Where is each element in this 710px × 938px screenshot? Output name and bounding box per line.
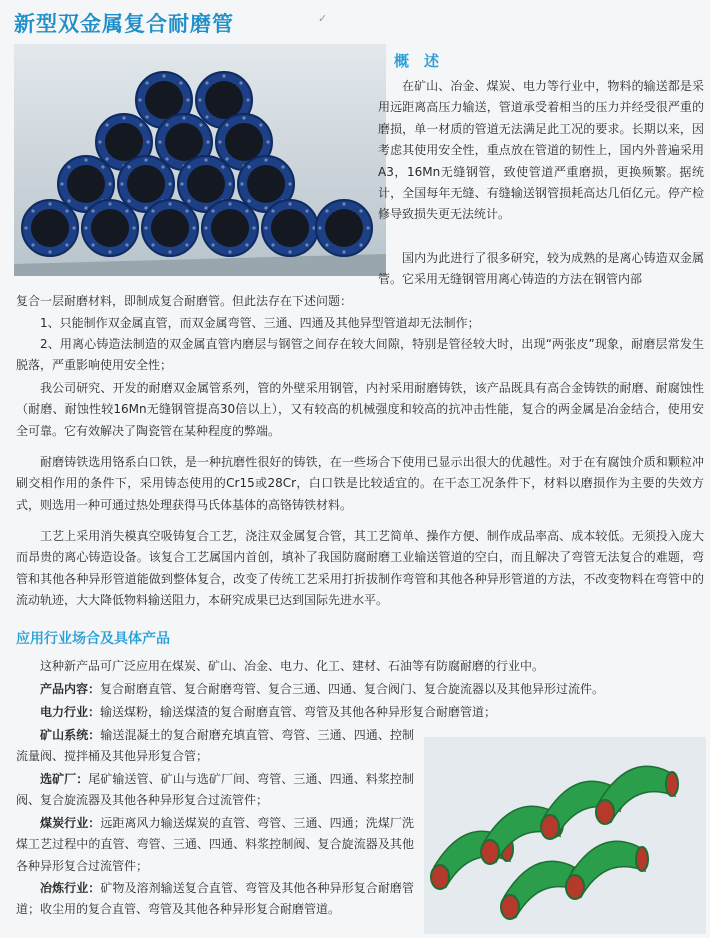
overview-heading: 概 述 [394,52,440,70]
application-item-products [16,679,704,700]
item-label: 选矿厂： [40,772,89,786]
overview-paragraph-5: 工艺上采用消失模真空吸铸复合工艺，浇注双金属复合管，其工艺简单、操作方便、制作成品率高、成本较低。无须投入庞大而昂贵的离心铸造设备。该复合工艺属国内首创，填补了我国防腐耐磨工业输送管道的空白，而且解决了弯管无法复合的难题，弯管和其他各种异形管道能做到整体复合，改变了传统工艺采用打折拔制作弯管和其他各种异形管道的方法，不改变物料在弯管中的流动轨迹，大大降低物料输送阻力，本研究成果已达到国际先进水平。 [16,529,704,608]
overview-paragraph-1: 在矿山、冶金、煤炭、电力等行业中，物料的输送都是采用远距离高压力输送，管道承受着相当的压力并经受很严重的磨损，单一材质的管道无法满足此工况的要求。长期以来，因考虑其使用安全性，重点放在管道的韧性上，国内外普遍采用A3，16Mn无缝钢管，致使管道严重磨损，更换频繁。据统计，全国每年无缝、有缝输送钢管损耗高达几佰亿元。停产检修导致损失更无法统计。 [378,79,704,222]
application-item-mining [16,725,414,768]
overview-paragraph-2b: 复合一层耐磨材料，即制成复合耐磨管。但此法存在下述问题： [16,294,353,308]
item-label: 煤炭行业： [40,816,101,830]
application-intro: 这种新产品可广泛应用在煤炭、矿山、冶金、电力、化工、建材、石油等有防腐耐磨的行业中。 [40,659,545,673]
pipe-end [82,200,138,256]
overview-paragraph-2a: 国内为此进行了很多研究，较为成熟的是离心铸造双金属管。它采用无缝钢管用离心铸造的方法在钢管内部 [378,251,704,287]
pipe-stack-photo [14,44,386,276]
problem-item-1: 1、只能制作双金属直管，而双金属弯管、三通、四通及其他异型管道却无法制作； [40,316,480,330]
item-text: 尾矿输送管、矿山与选矿厂间、弯管、三通、四通、料浆控制阀、复合旋流器及其他各种异形复合过流管件； [16,772,414,808]
application-heading: 应用行业场合及具体产品 [16,631,170,647]
item-text: 输送煤粉，输送煤渣的复合耐磨直管、弯管及其他各种异形复合耐磨管道； [100,705,497,719]
overview-paragraph-3: 我公司研究、开发的耐磨双金属管系列，管的外壁采用钢管，内衬采用耐磨铸铁，该产品既具有高合金铸铁的耐磨、耐腐蚀性（耐磨、耐蚀性较16Mn无缝钢管提高30倍以上），又有较高的机械强度和较高的抗冲击性能，复合的两金属是冶金结合，使用安全可靠。它有效解决了陶瓷管在某种程度的弊端。 [16,381,704,438]
item-text: 远距离风力输送煤炭的直管、弯管、三通、四通；洗煤厂洗煤工艺过程中的直管、弯管、三通、四通、料浆控制阀、复合旋流器及其他各种异形复合过流管件； [16,816,414,873]
pipe-end [262,200,318,256]
item-text: 矿物及溶剂输送复合直管、弯管及其他各种异形复合耐磨管道；收尘用的复合直管、弯管及其他各种异形复合耐磨管道。 [16,881,414,917]
application-item-power [16,702,704,723]
overview-paragraph-4: 耐磨铸铁选用铬系白口铁，是一种抗磨性很好的铸铁，在一些场合下使用已显示出很大的优越性。对于在有腐蚀介质和颗粒冲刷交相作用的条件下，采用铸态使用的Cr15或28Cr，白口铁是比较适宜的。在干态工况条件下，材料以磨损作为主要的失效方式，则选用一种可通过热处理获得马氏体基体的高铬铸铁材料。 [16,455,704,512]
item-label: 产品内容： [40,682,101,696]
application-item-coal [16,813,414,877]
title-mark-icon: ✓ [318,12,328,25]
fittings-photo [424,737,706,934]
item-label: 电力行业： [40,705,101,719]
page-title: 新型双金属复合耐磨管 [14,12,234,36]
pipe-end [22,200,78,256]
item-label: 冶炼行业： [40,881,101,895]
item-text: 复合耐磨直管、复合耐磨弯管、复合三通、四通、复合阀门、复合旋流器以及其他异形过流件。 [100,682,605,696]
pipe-end [202,200,258,256]
item-text: 输送混凝土的复合耐磨充填直管、弯管、三通、四通、控制流量阀、搅拌桶及其他异形复合管； [16,728,414,764]
pipe-end [142,200,198,256]
problem-item-2: 2、用离心铸造法制造的双金属直管内磨层与钢管之间存在较大间隙，特别是管径较大时，出现“两张皮”现象，耐磨层常发生脱落，严重影响使用安全性； [16,337,704,373]
application-item-beneficiation [16,769,414,812]
item-label: 矿山系统： [40,728,101,742]
pipe-end [316,200,372,256]
application-item-smelting [16,878,414,921]
